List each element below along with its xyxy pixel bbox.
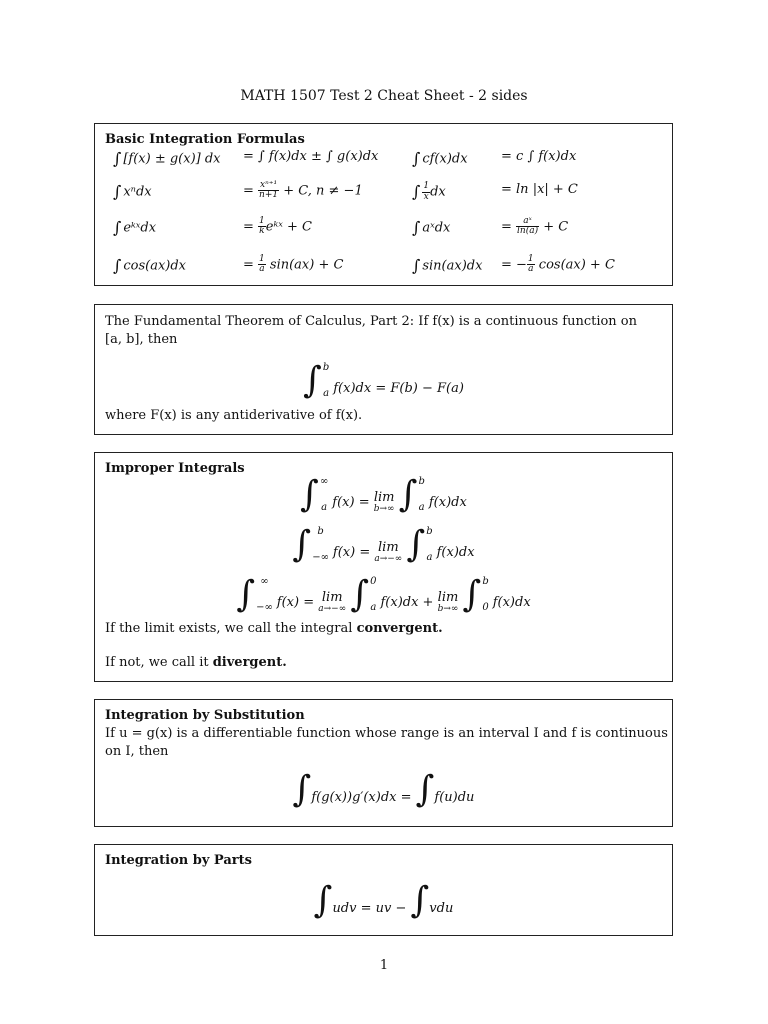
- integral-icon: ∫: [415, 769, 435, 810]
- formula-exp-right: eᵏˣ + C: [265, 219, 312, 235]
- integral-icon: ∫: [113, 182, 122, 201]
- formula-sum-right: = ∫ f(x)dx ± ∫ g(x)dx: [243, 149, 379, 164]
- basic-heading: Basic Integration Formulas: [105, 132, 305, 147]
- ftc-statement-line2: [a, b], then: [105, 332, 178, 347]
- page-number: 1: [379, 958, 389, 973]
- improper-equation-1: ∫ ∞ a f(x) = lim b→∞ ∫ b a f(x)dx: [300, 474, 467, 515]
- ftc-equation: ∫ b a f(x)dx = F(b) − F(a): [303, 360, 464, 401]
- improper-heading: Improper Integrals: [105, 461, 245, 476]
- formula-power-left: xⁿdx: [123, 184, 152, 200]
- substitution-line2: on I, then: [105, 744, 169, 759]
- ftc-box: [94, 304, 673, 435]
- integral-icon: ∫: [412, 149, 421, 168]
- convergent-statement: If the limit exists, we call the integral convergent.: [105, 621, 443, 636]
- integral-icon: ∫: [412, 182, 421, 201]
- integral-icon: ∫: [303, 360, 322, 401]
- formula-constant-right: = c ∫ f(x)dx: [501, 149, 577, 164]
- integral-icon: ∫: [292, 524, 312, 565]
- formula-log-right: = ln |x| + C: [501, 182, 578, 197]
- integral-icon: ∫: [113, 149, 122, 168]
- integral-icon: ∫: [300, 474, 319, 515]
- integral-icon: ∫: [412, 218, 421, 237]
- formula-row-1: [95, 148, 672, 170]
- cos-fraction: $\frac{1}{a}$: [259, 254, 265, 275]
- improper-equation-2: ∫ b −∞ f(x) = lim a→−∞ ∫ b a f(x)dx: [292, 524, 475, 565]
- exp-fraction: $\frac{1}{k}$: [259, 216, 265, 237]
- integral-icon: ∫: [292, 769, 312, 810]
- integral-icon: ∫: [406, 524, 426, 565]
- ftc-statement-line1: The Fundamental Theorem of Calculus, Part 2: If f(x) is a continuous function on: [105, 314, 638, 329]
- parts-box: [94, 844, 673, 936]
- formula-ax-left: aˣdx: [422, 220, 451, 236]
- substitution-box: [94, 699, 673, 827]
- formula-row-2: ∫ xⁿdx = $\frac{\text{xⁿ⁺¹}}{n+1}$ + C, n ≠ −1 ∫ $\frac{1}{x}$ dx = ln |x| + C: [113, 180, 578, 202]
- page-title: MATH 1507 Test 2 Cheat Sheet - 2 sides: [240, 88, 528, 104]
- substitution-line1: If u = g(x) is a differentiable function whose range is an interval I and f is continuous: [105, 726, 668, 741]
- integral-icon: ∫: [113, 218, 122, 237]
- integral-icon: ∫: [313, 880, 333, 921]
- convergent-term: convergent.: [356, 621, 443, 636]
- substitution-equation: ∫ f(g(x))g′(x)dx = ∫ f(u)du: [292, 769, 475, 810]
- formula-sin-left: sin(ax)dx: [422, 258, 483, 274]
- improper-integrals-box: [94, 452, 673, 682]
- formula-power-right: + C, n ≠ −1: [283, 183, 363, 199]
- formula-exp-left: eᵏˣdx: [123, 220, 157, 236]
- parts-equation: ∫ udv = uv − ∫ vdu: [313, 880, 454, 921]
- integral-icon: ∫: [113, 256, 122, 275]
- integral-icon: ∫: [398, 474, 418, 515]
- integral-icon: ∫: [236, 574, 256, 615]
- integral-icon: ∫: [410, 880, 430, 921]
- integral-icon: ∫: [462, 574, 482, 615]
- sin-fraction: $\frac{1}{a}$: [527, 254, 534, 275]
- formula-sum-left: [f(x) ± g(x)] dx: [123, 151, 221, 167]
- formula-row-3: ∫ eᵏˣdx = $\frac{1}{k}$ eᵏˣ + C ∫ aˣdx = $\frac{\text{aˣ}}{\ln(a)}$ + C: [95, 217, 672, 239]
- formula-cos-right: sin(ax) + C: [269, 257, 344, 273]
- formula-cos-left: cos(ax)dx: [123, 258, 187, 274]
- divergent-statement: If not, we call it divergent.: [105, 655, 287, 670]
- formula-constant-left: cf(x)dx: [422, 151, 468, 167]
- formula-ax-right: + C: [543, 219, 569, 235]
- ftc-footer: where F(x) is any antiderivative of f(x).: [105, 408, 363, 423]
- divergent-term: divergent.: [212, 655, 287, 670]
- ax-fraction: $\frac{\text{aˣ}}{\ln(a)}$: [517, 216, 539, 237]
- parts-heading: Integration by Parts: [105, 853, 252, 868]
- formula-row-4: ∫ cos(ax)dx = $\frac{1}{a}$ sin(ax) + C ∫ sin(ax)dx = − $\frac{1}{a}$ cos(ax) + C: [95, 255, 672, 277]
- power-fraction: $\frac{\text{xⁿ⁺¹}}{n+1}$: [259, 180, 279, 201]
- reciprocal-fraction: $\frac{1}{x}$: [423, 181, 430, 202]
- substitution-heading: Integration by Substitution: [105, 708, 305, 723]
- basic-integration-box: [94, 123, 673, 286]
- integral-icon: ∫: [350, 574, 370, 615]
- improper-equation-3: ∫ ∞ −∞ f(x) = lim a→−∞ ∫ 0 a f(x)dx + lim b→∞ ∫ b 0 f(x)dx: [236, 574, 531, 615]
- integral-icon: ∫: [412, 256, 421, 275]
- formula-sin-right: cos(ax) + C: [538, 257, 615, 273]
